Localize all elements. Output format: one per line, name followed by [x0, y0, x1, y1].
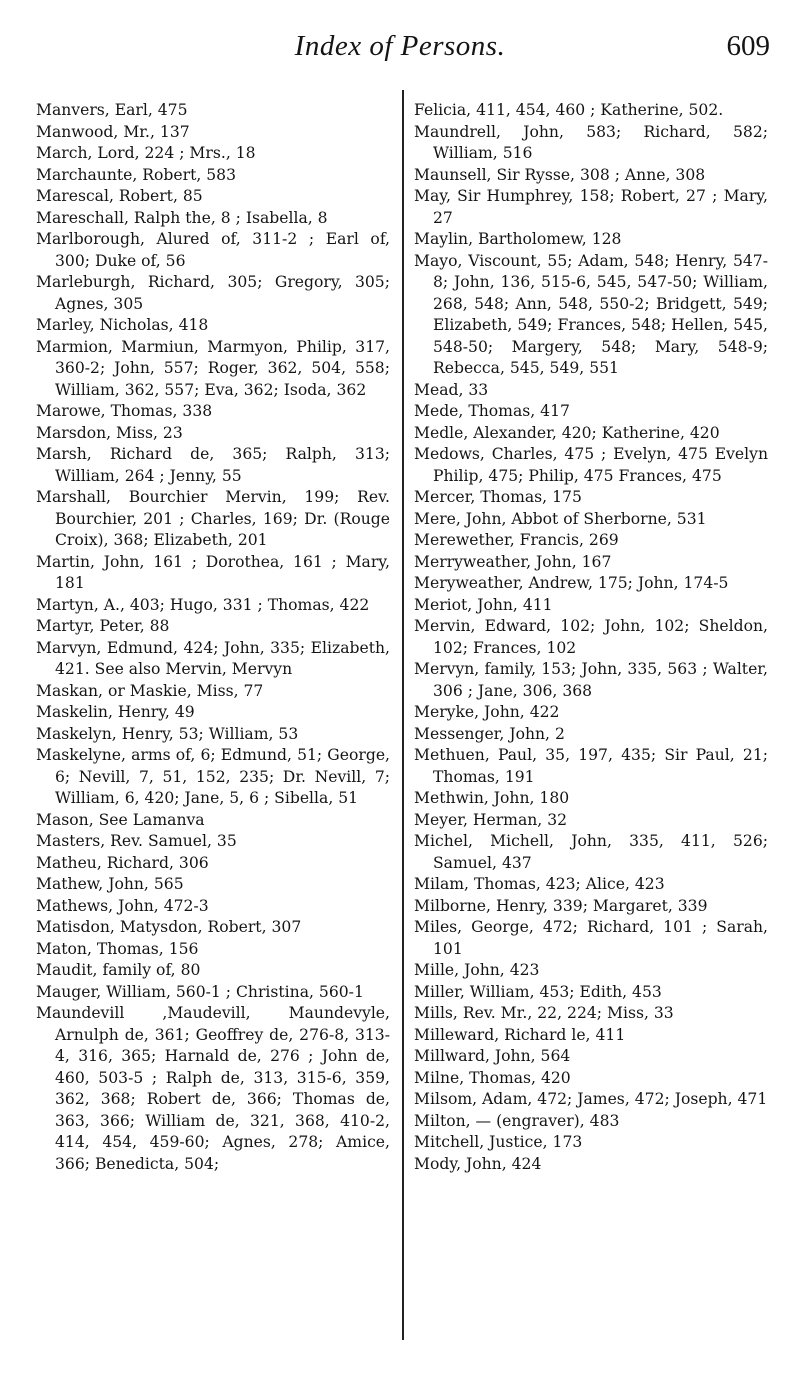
index-entry: Meryke, John, 422 [414, 703, 560, 721]
index-entry: Maskelin, Henry, 49 [36, 703, 195, 721]
index-entry: Miller, William, 453; Edith, 453 [414, 982, 662, 1001]
index-entry: Manvers, Earl, 475 [36, 101, 188, 119]
index-entry: Marlborough, Alured of, 311-2 ; Earl of, 300; Duke of, 56 [36, 230, 390, 270]
index-entry: Medows, Charles, 475 ; Evelyn, 475 Evelyn Philip, 475; Philip, 475 Frances, 475 [414, 445, 768, 485]
index-entry: Marleburgh, Richard, 305; Gregory, 305; Agnes, 305 [36, 273, 390, 313]
index-entry: March, Lord, 224 ; Mrs., 18 [36, 144, 256, 162]
index-entry: Methuen, Paul, 35, 197, 435; Sir Paul, 21; Thomas, 191 [414, 746, 768, 786]
index-entry: Merewether, Francis, 269 [414, 531, 619, 549]
index-entry: Maundrell, John, 583; Richard, 582; William, 516 [414, 122, 768, 162]
index-entry: Marowe, Thomas, 338 [36, 402, 213, 420]
index-entry: Merryweather, John, 167 [414, 552, 612, 571]
index-entry: Martyn, A., 403; Hugo, 331 ; Thomas, 422 [36, 595, 370, 614]
index-entry: Meryweather, Andrew, 175; John, 174-5 [414, 574, 729, 592]
index-entry: Maton, Thomas, 156 [36, 939, 199, 958]
index-entry: Matheu, Richard, 306 [36, 853, 209, 872]
index-entry: Martyr, Peter, 88 [36, 617, 170, 635]
index-entry: Millward, John, 564 [414, 1047, 571, 1065]
column-divider [402, 90, 404, 1340]
index-entry: Maskelyne, arms of, 6; Edmund, 51; George, 6; Nevill, 7, 51, 152, 235; Dr. Nevill, 7; William, 6, 420; Jane, 5, 6 ; Sibella, 51 [36, 746, 390, 807]
index-entry: Marvyn, Edmund, 424; John, 335; Elizabeth, 421. See also Mervin, Mervyn [36, 638, 390, 678]
index-column-left [36, 100, 390, 1175]
index-entry: Maunsell, Sir Rysse, 308 ; Anne, 308 [414, 165, 706, 184]
index-entry: Mitchell, Justice, 173 [414, 1133, 583, 1151]
index-entry: Marsdon, Miss, 23 [36, 423, 183, 442]
index-entry: Masters, Rev. Samuel, 35 [36, 832, 237, 850]
index-entry: Mille, John, 423 [414, 961, 540, 979]
page-header [0, 26, 800, 66]
index-entry: Marchaunte, Robert, 583 [36, 165, 237, 184]
index-entry: Mareschall, Ralph the, 8 ; Isabella, 8 [36, 208, 328, 227]
index-entry: Felicia, 411, 454, 460 ; Katherine, 502. [414, 101, 724, 119]
index-entry: Mede, Thomas, 417 [414, 402, 570, 420]
index-column-right [414, 100, 768, 1175]
index-entry: Mervyn, family, 153; John, 335, 563 ; Walter, 306 ; Jane, 306, 368 [414, 660, 768, 700]
index-entry: Medle, Alexander, 420; Katherine, 420 [414, 423, 720, 442]
index-entry: Mervin, Edward, 102; John, 102; Sheldon, 102; Frances, 102 [414, 617, 768, 657]
index-entry: Maskelyn, Henry, 53; William, 53 [36, 724, 299, 743]
index-entry: Mercer, Thomas, 175 [414, 488, 582, 506]
index-entry: Maudit, family of, 80 [36, 961, 201, 979]
index-entry: Maundevill ,Maudevill, Maundevyle, Arnulph de, 361; Geoffrey de, 276-8, 313-4, 316, 365; Harnald de, 276 ; John de, 460, 503-5 ; Ralph de, 313, 315-6, 359, 362, 368; Robert de, 366; Thomas de, 363, 366; William de, 321, 368, 410-2, 414, 454, 459-60; Agnes, 278; Amice, 366; Benedicta, 504; [36, 1004, 390, 1173]
index-entry: Messenger, John, 2 [414, 724, 565, 743]
index-entry: Marmion, Marmiun, Marmyon, Philip, 317, 360-2; John, 557; Roger, 362, 504, 558; William, 362, 557; Eva, 362; Isoda, 362 [36, 337, 390, 399]
index-entry: Mathew, John, 565 [36, 875, 184, 893]
index-entry: Mason, See Lamanva [36, 810, 205, 829]
index-entry: Milton, — (engraver), 483 [414, 1111, 620, 1130]
index-entry: Matisdon, Matysdon, Robert, 307 [36, 918, 302, 936]
index-entry: Maylin, Bartholomew, 128 [414, 230, 622, 248]
index-entry: Meriot, John, 411 [414, 595, 553, 614]
index-entry: Milne, Thomas, 420 [414, 1068, 571, 1087]
page-title: Index of Persons. [294, 30, 506, 62]
index-entry: Mayo, Viscount, 55; Adam, 548; Henry, 547-8; John, 136, 515-6, 545, 547-50; William, 268, 548; Ann, 548, 550-2; Bridgett, 549; Elizabeth, 549; Frances, 548; Hellen, 545, 548-50; Margery, 548; Mary, 548-9; Rebecca, 545, 549, 551 [414, 251, 768, 377]
page-number: 609 [726, 30, 770, 62]
index-entry: Miles, George, 472; Richard, 101 ; Sarah, 101 [414, 918, 768, 958]
index-entry: Mead, 33 [414, 380, 489, 399]
index-entry: Maskan, or Maskie, Miss, 77 [36, 681, 264, 700]
index-entry: Marescal, Robert, 85 [36, 187, 203, 205]
index-entry: Milam, Thomas, 423; Alice, 423 [414, 875, 665, 893]
index-entry: Milleward, Richard le, 411 [414, 1025, 626, 1044]
index-entry: Marshall, Bourchier Mervin, 199; Rev. Bourchier, 201 ; Charles, 169; Dr. (Rouge Croix), 368; Elizabeth, 201 [36, 488, 390, 549]
index-entry: Martin, John, 161 ; Dorothea, 161 ; Mary, 181 [36, 552, 390, 592]
index-entry: Meyer, Herman, 32 [414, 810, 568, 829]
index-entry: Manwood, Mr., 137 [36, 122, 190, 141]
index-entry: Michel, Michell, John, 335, 411, 526; Samuel, 437 [414, 832, 768, 872]
index-entry: Mills, Rev. Mr., 22, 224; Miss, 33 [414, 1004, 674, 1022]
index-entry: Methwin, John, 180 [414, 789, 570, 807]
index-entry: Milborne, Henry, 339; Margaret, 339 [414, 896, 708, 915]
index-entry: Mere, John, Abbot of Sherborne, 531 [414, 509, 707, 528]
index-entry: Milsom, Adam, 472; James, 472; Joseph, 471 [414, 1090, 768, 1108]
index-entry: Mathews, John, 472-3 [36, 896, 209, 915]
index-entry: Marsh, Richard de, 365; Ralph, 313; William, 264 ; Jenny, 55 [36, 445, 390, 485]
index-entry: Mody, John, 424 [414, 1154, 542, 1173]
index-entry: May, Sir Humphrey, 158; Robert, 27 ; Mary, 27 [414, 187, 768, 227]
index-entry: Mauger, William, 560-1 ; Christina, 560-1 [36, 982, 364, 1001]
index-entry: Marley, Nicholas, 418 [36, 316, 209, 334]
